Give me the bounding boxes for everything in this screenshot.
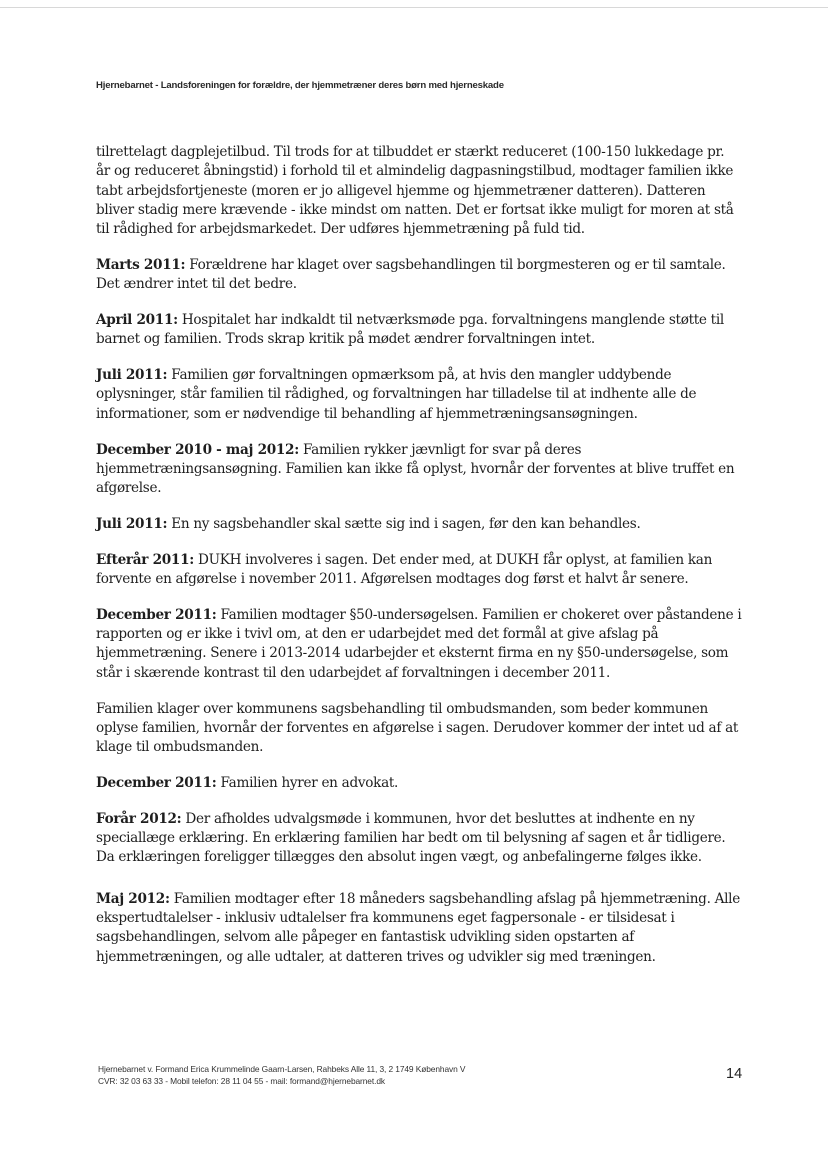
- paragraph-maj-2012: [96, 890, 742, 967]
- paragraph-text: Familien hyrer en advokat.: [216, 774, 399, 791]
- paragraph-heading: April 2011:: [96, 312, 178, 329]
- paragraph-continuation: [96, 143, 742, 239]
- paragraph-text: En ny sagsbehandler skal sætte sig ind i sagen, før den kan behandles.: [167, 515, 641, 532]
- paragraph-efteraar-2011: [96, 551, 742, 590]
- paragraph-text: Der afholdes udvalgsmøde i kommunen, hvor det besluttes at indhente en ny speciallæge erklæring. En erklæring familien har bedt om til belysning af sagen et år tidligere. Da erklæringen foreligger tillægges den absolut ingen vægt, og anbefalingerne følges ikke.: [96, 810, 726, 866]
- paragraph-juli-2011: [96, 366, 742, 424]
- paragraph-text: Familien rykker jævnligt for svar på deres hjemmetræningsansøgning. Familien kan ikke få oplyst, hvornår der forventes at blive truffet en afgørelse.: [96, 441, 735, 497]
- paragraph-heading: Juli 2011:: [96, 367, 168, 384]
- paragraph-text: DUKH involveres i sagen. Det ender med, at DUKH får oplyst, at familien kan forvente en afgørelse i november 2011. Afgørelsen modtages dog først et halvt år senere.: [96, 551, 713, 588]
- paragraph-december-2010-maj-2012: [96, 441, 742, 499]
- paragraph-text: Familien modtager efter 18 måneders sagsbehandling afslag på hjemmetræning. Alle ekspertudtalelser - inklusiv udtalelser fra kommunens eget fagpersonale - er tilsidesat i sagsbehandlingen, selvom alle påpeger en fantastisk udvikling siden opstarten af hjemmetræningen, og alle udtaler, at datteren trives og udvikler sig med træningen.: [96, 890, 740, 965]
- paragraph-ombudsmand: [96, 700, 742, 758]
- paragraph-text: Familien modtager §50-undersøgelsen. Familien er chokeret over påstandene i rapporten og er ikke i tvivl om, at den er udarbejdet med det formål at give afslag på hjemmetræning. Senere i 2013-2014 udarbejder et eksternt firma en ny §50-undersøgelse, som står i skærende kontrast til den udarbejdet af forvaltningen i december 2011.: [96, 606, 742, 681]
- paragraph-heading: Marts 2011:: [96, 256, 186, 273]
- paragraph-april-2011: [96, 311, 742, 350]
- page-number: 14: [726, 1066, 743, 1082]
- paragraph-heading: December 2011:: [96, 774, 217, 791]
- paragraph-text: Familien gør forvaltningen opmærksom på, at hvis den mangler uddybende oplysninger, står familien til rådighed, og forvaltningen har tilladelse til at indhente alle de informationer, som er nødvendige til behandling af hjemmetræningsansøgningen.: [96, 367, 697, 422]
- document-body: [96, 143, 742, 983]
- footer-address: Hjernebarnet v. Formand Erica Krummelinde Gaarn-Larsen, Rahbeks Alle 11, 3, 2 1749 København V: [98, 1064, 466, 1074]
- paragraph-heading: Forår 2012:: [96, 810, 182, 827]
- paragraph-heading: December 2011:: [96, 606, 217, 623]
- paragraph-juli-2011-b: [96, 515, 742, 534]
- paragraph-foraar-2012: [96, 810, 742, 868]
- paragraph-heading: Juli 2011:: [96, 515, 168, 532]
- paragraph-december-2011: [96, 606, 742, 683]
- paragraph-text: Forældrene har klaget over sagsbehandlingen til borgmesteren og er til samtale. Det ændrer intet til det bedre.: [96, 256, 726, 293]
- paragraph-heading: Maj 2012:: [96, 890, 170, 907]
- paragraph-heading: Efterår 2011:: [96, 551, 194, 568]
- footer-contact: CVR: 32 03 63 33 - Mobil telefon: 28 11 04 55 - mail: formand@hjernebarnet.dk: [98, 1075, 385, 1086]
- paragraph-text: Hospitalet har indkaldt til netværksmøde pga. forvaltningens manglende støtte til barnet og familien. Trods skrap kritik på mødet ændrer forvaltningen intet.: [96, 312, 724, 348]
- page-footer: [98, 1064, 465, 1087]
- paragraph-marts-2011: [96, 256, 742, 295]
- paragraph-heading: December 2010 - maj 2012:: [96, 441, 299, 458]
- paragraph-december-2011-b: [96, 774, 742, 793]
- top-divider: [0, 7, 828, 8]
- running-header: Hjernebarnet - Landsforeningen for forældre, der hjemmetræner deres børn med hjerneskade: [96, 80, 504, 91]
- paragraph-text: tilrettelagt dagplejetilbud. Til trods for at tilbuddet er stærkt reduceret (100-150 lukkedage pr. år og reduceret åbningstid) i forhold til et almindelig dagpasningstilbud, modtager familien ikke tabt arbejdsfortjeneste (moren er jo alligevel hjemme og hjemmetræner datteren). Datteren bliver stadig mere krævende - ikke mindst om natten. Det er fortsat ikke muligt for moren at stå til rådighed for arbejdsmarkedet. Der udføres hjemmetræning på fuld tid.: [96, 144, 734, 238]
- paragraph-text: Familien klager over kommunens sagsbehandling til ombudsmanden, som beder kommunen oplyse familien, hvornår der forventes en afgørelse i sagen. Derudover kommer der intet ud af at klage til ombudsmanden.: [96, 700, 739, 756]
